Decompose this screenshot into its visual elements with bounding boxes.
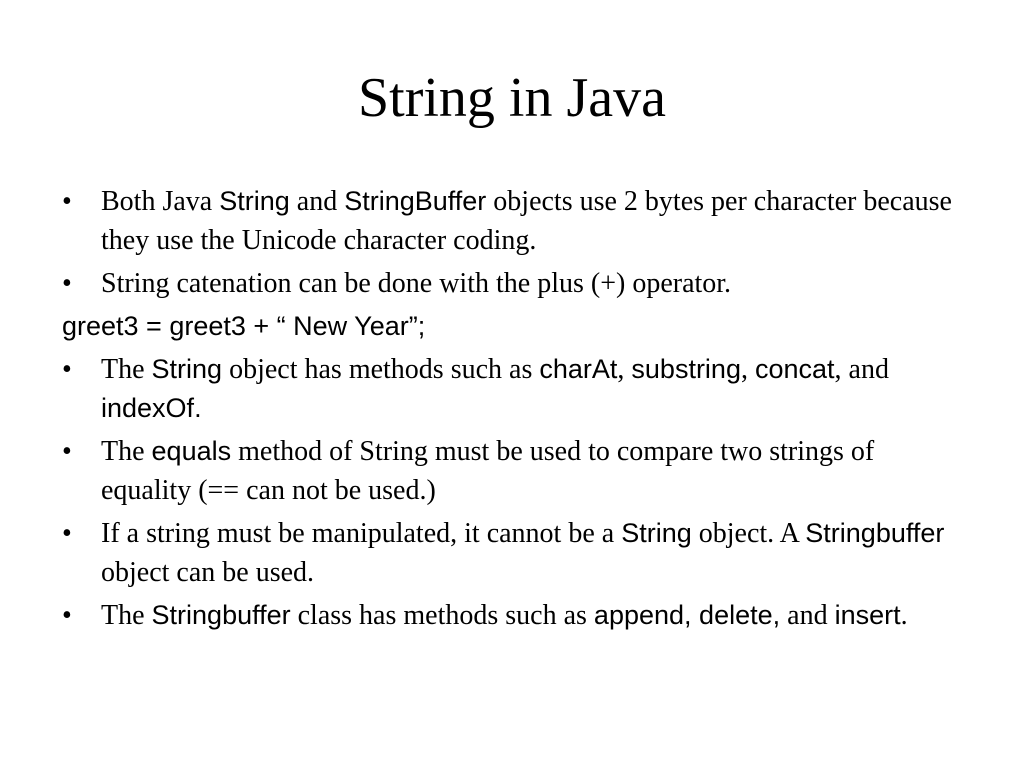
text-run: String catenation can be done with the plus (+) operator. xyxy=(101,268,732,299)
slide-content xyxy=(62,182,962,639)
bullet-marker: • xyxy=(62,354,72,385)
bullet-text xyxy=(101,268,731,299)
code-term: String xyxy=(621,518,692,548)
bullet-item xyxy=(62,432,962,510)
slide-title: String in Java xyxy=(358,67,666,129)
code-term: charAt xyxy=(539,354,618,384)
text-run: and xyxy=(289,186,345,217)
bullet-marker: • xyxy=(62,268,72,299)
code-term: StringBuffer xyxy=(344,186,487,216)
text-run: . xyxy=(900,600,908,631)
text-run: object has methods such as xyxy=(222,354,540,385)
code-term: String xyxy=(151,354,223,384)
code-term: , xyxy=(772,600,781,630)
text-run: The xyxy=(101,354,152,385)
code-term: String xyxy=(219,186,290,216)
code-term: delete xyxy=(699,600,773,630)
bullet-marker: • xyxy=(62,186,72,217)
bullet-text xyxy=(101,518,944,588)
code-term: . xyxy=(194,393,202,423)
code-term: append xyxy=(593,600,685,630)
code-term: insert xyxy=(834,600,901,630)
bullet-marker: • xyxy=(62,600,72,631)
text-run: Both Java xyxy=(101,186,220,217)
text-run: The xyxy=(101,436,152,467)
bullet-text xyxy=(101,436,874,506)
code-term: equals xyxy=(151,436,232,466)
text-run: , xyxy=(617,354,632,385)
code-example: greet3 = greet3 + “ New Year”; xyxy=(62,311,426,341)
text-run: object. A xyxy=(691,518,806,549)
text-run: The xyxy=(101,600,152,631)
bullet-item xyxy=(62,596,962,635)
text-run: and xyxy=(780,600,835,631)
text-run: class has methods such as xyxy=(290,600,594,631)
code-term: Stringbuffer xyxy=(151,600,291,630)
bullet-marker: • xyxy=(62,436,72,467)
code-term: indexOf xyxy=(101,393,195,423)
bullet-marker: • xyxy=(62,518,72,549)
text-run: If a string must be manipulated, it cannot be a xyxy=(101,518,622,549)
text-run: objects use 2 bytes per character because they use the Unicode character coding. xyxy=(101,186,952,256)
code-term: , xyxy=(684,600,700,630)
code-term: Stringbuffer xyxy=(805,518,945,548)
text-run: , and xyxy=(834,354,889,385)
bullet-item xyxy=(62,350,962,428)
bullet-item xyxy=(62,264,962,303)
bullet-text xyxy=(101,354,889,424)
text-run: method of String must be used to compare two strings of equality (== can not be used.) xyxy=(101,436,875,506)
text-run: , xyxy=(740,354,755,385)
code-term: concat xyxy=(754,354,835,384)
bullet-item xyxy=(62,182,962,260)
bullet-item xyxy=(62,514,962,592)
bullet-text xyxy=(101,186,952,256)
text-run: object can be used. xyxy=(101,557,315,588)
code-term: substring xyxy=(631,354,741,384)
bullet-text xyxy=(101,600,908,631)
